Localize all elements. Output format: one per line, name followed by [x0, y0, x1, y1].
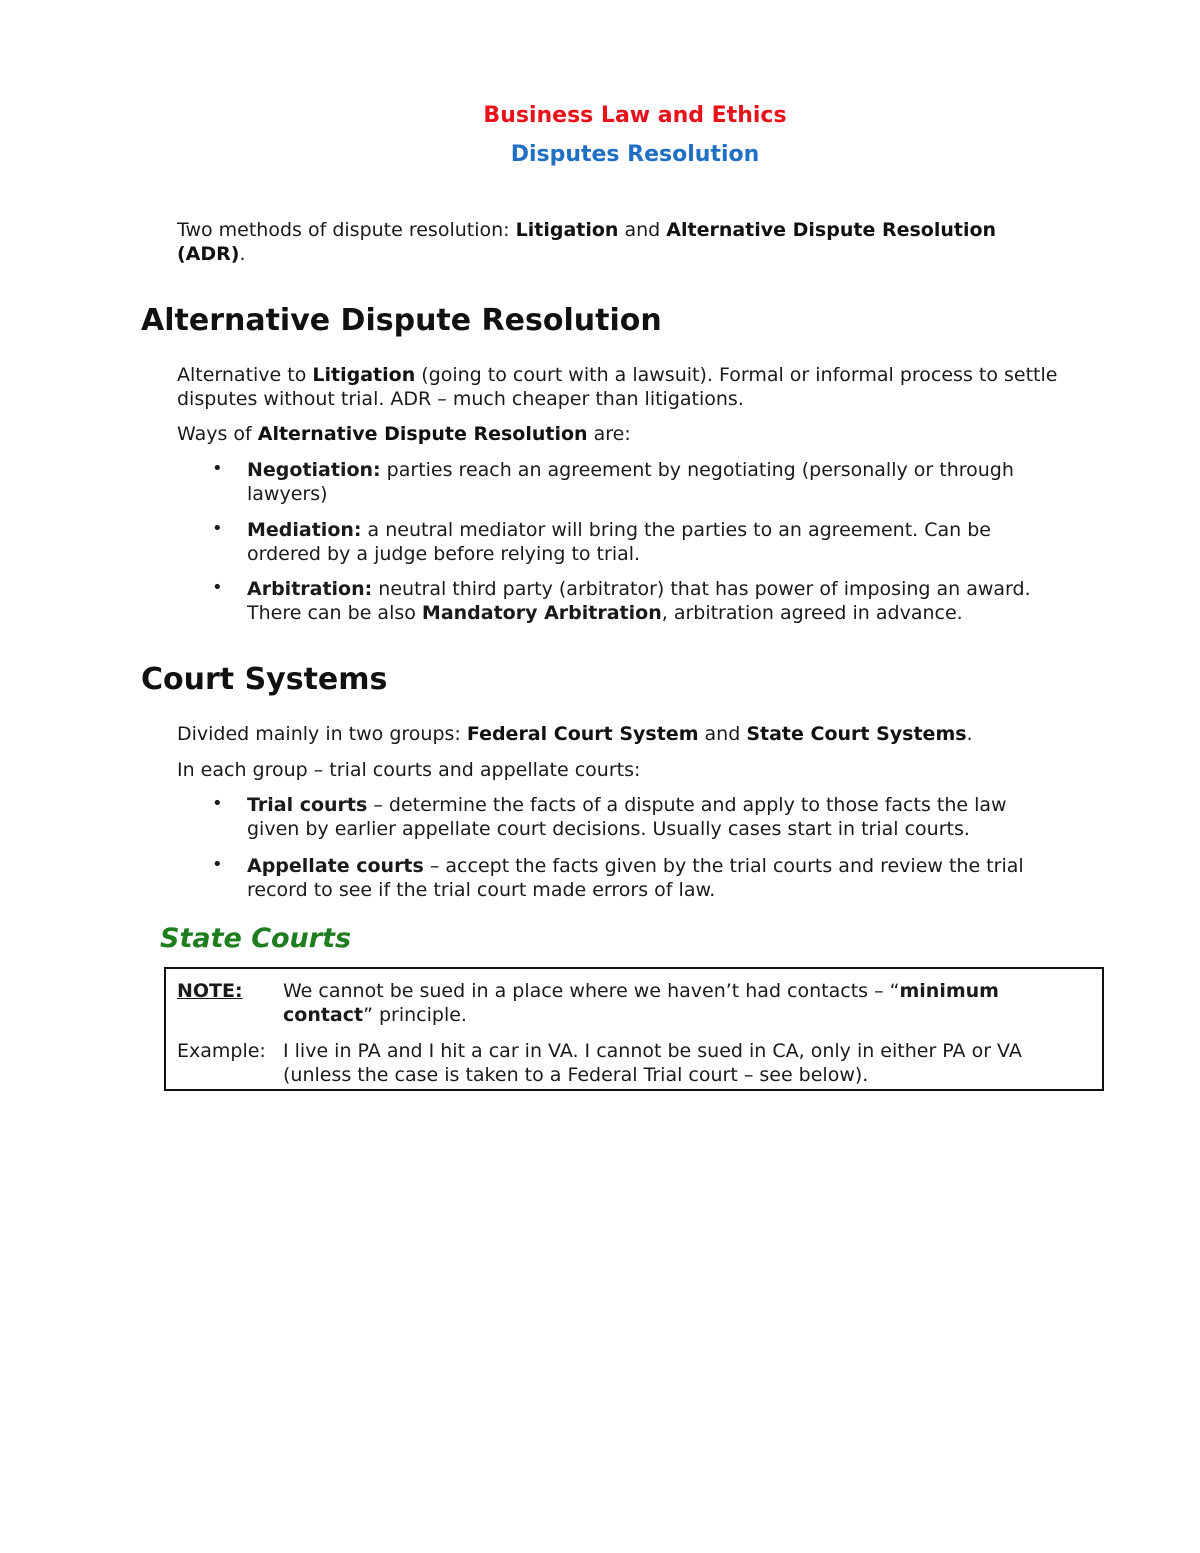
state-courts-heading: State Courts [160, 923, 352, 954]
adr-litigation: Litigation [312, 364, 416, 386]
list-item-text: neutral third party (arbitrator) that has power of imposing an award. [372, 578, 1031, 600]
list-item-term: Appellate courts [247, 855, 424, 877]
courts-term: State Court Systems [746, 723, 967, 745]
list-item-trial-courts [247, 793, 1107, 841]
note-text-part: ” principle. [363, 1004, 467, 1026]
list-item-text: a neutral mediator will bring the parties to an agreement. Can be [361, 519, 991, 541]
list-item-text: given by earlier appellate court decisions. Usually cases start in trial courts. [247, 818, 970, 840]
courts-paragraph-2: In each group – trial courts and appellate courts: [177, 759, 641, 781]
example-label: Example: [177, 1040, 266, 1062]
intro-litigation: Litigation [515, 219, 619, 241]
list-item-text: – accept the facts given by the trial courts and review the trial [423, 855, 1024, 877]
list-item-term: Mandatory Arbitration [421, 602, 662, 624]
document-subtitle: Disputes Resolution [510, 142, 760, 167]
bullet-icon: • [212, 458, 223, 479]
adr-text: Alternative to [177, 364, 313, 386]
intro-paragraph [177, 218, 1107, 266]
adr-text: are: [587, 423, 631, 445]
list-item-text: , arbitration agreed in advance. [661, 602, 963, 624]
courts-text: Divided mainly in two groups: [177, 723, 467, 745]
courts-paragraph-1 [177, 722, 1107, 746]
adr-text: (going to court with a lawsuit). Formal or informal process to settle [415, 364, 1058, 386]
courts-text: . [966, 723, 973, 745]
intro-adr: Alternative Dispute Resolution [666, 219, 997, 241]
note-term: minimum [899, 980, 999, 1002]
list-item-term: Trial courts [247, 794, 368, 816]
adr-term: Alternative Dispute Resolution [257, 423, 588, 445]
note-text-part: We cannot be sued in a place where we haven’t had contacts – “ [283, 980, 900, 1002]
list-item-negotiation [247, 458, 1107, 506]
adr-paragraph-1 [177, 363, 1107, 411]
note-term: contact [283, 1004, 364, 1026]
list-item-text: – determine the facts of a dispute and apply to those facts the law [367, 794, 1007, 816]
list-item-appellate-courts [247, 854, 1107, 902]
courts-term: Federal Court System [466, 723, 699, 745]
intro-text: and [618, 219, 667, 241]
list-item-term: Mediation: [247, 519, 362, 541]
list-item-text: ordered by a judge before relying to trial. [247, 543, 641, 565]
bullet-icon: • [212, 518, 223, 539]
example-text [283, 1039, 1083, 1087]
list-item-text: record to see if the trial court made errors of law. [247, 879, 716, 901]
bullet-icon: • [212, 854, 223, 875]
list-item-text: There can be also [247, 602, 422, 624]
list-item-text: parties reach an agreement by negotiating (personally or through [380, 459, 1014, 481]
adr-text: Ways of [177, 423, 258, 445]
example-text-part: I live in PA and I hit a car in VA. I cannot be sued in CA, only in either PA or VA [283, 1040, 1022, 1062]
list-item-term: Arbitration: [247, 578, 373, 600]
intro-adr-abbrev: (ADR) [177, 243, 240, 265]
list-item-arbitration [247, 577, 1107, 625]
note-label: NOTE: [177, 980, 243, 1002]
bullet-icon: • [212, 577, 223, 598]
intro-text: . [239, 243, 246, 265]
adr-text: disputes without trial. ADR – much cheaper than litigations. [177, 388, 744, 410]
bullet-icon: • [212, 793, 223, 814]
courts-text: and [698, 723, 747, 745]
example-text-part: (unless the case is taken to a Federal Trial court – see below). [283, 1064, 869, 1086]
adr-paragraph-2 [177, 422, 1107, 446]
list-item-term: Negotiation: [247, 459, 381, 481]
intro-text: Two methods of dispute resolution: [177, 219, 516, 241]
note-box [164, 967, 1104, 1091]
court-systems-heading: Court Systems [141, 662, 388, 697]
list-item-text: lawyers) [247, 483, 328, 505]
document-title: Business Law and Ethics [483, 103, 787, 128]
note-text [283, 979, 1083, 1027]
adr-heading: Alternative Dispute Resolution [141, 303, 662, 338]
list-item-mediation [247, 518, 1107, 566]
